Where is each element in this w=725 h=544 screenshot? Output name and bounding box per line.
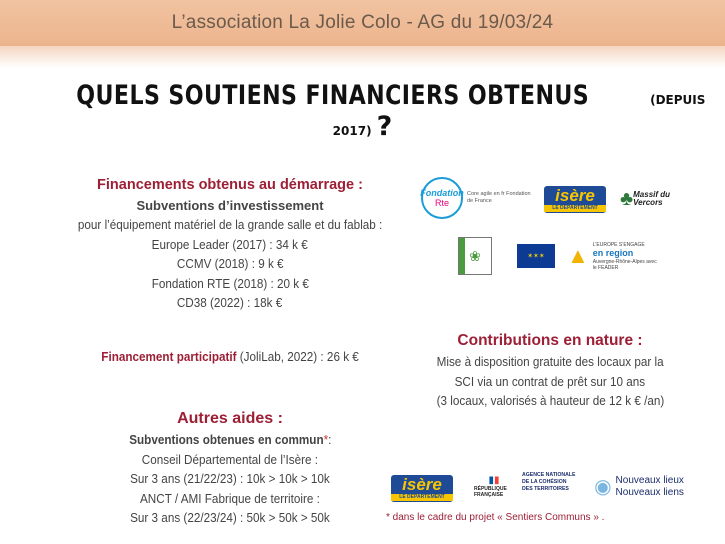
page-title-sub: (DEPUIS 2017) [332,93,706,138]
footnote: * dans le cadre du projet « Sentiers Communs » . [386,512,605,523]
massif-vercors-logo [620,184,682,214]
contributions-heading: Contributions en nature : [457,332,643,349]
fondation-logo-text: Core agile en fr Fondation de France [467,191,531,204]
autres-block [60,408,400,528]
region-logo [567,238,657,274]
fondation-rte-logo [418,177,540,219]
region-logo-sub: Auvergne-Rhône-Alpes avec le FEADER [592,258,657,271]
participatif-block [40,347,420,367]
leader-logo [458,237,492,275]
autres-star: * [323,432,328,447]
header-title: L’association La Jolie Colo - AG du 19/03/24 [171,12,554,33]
nouveaux-logo-l1: Nouveaux lieux [615,475,684,486]
fondation-logo-line1: Fondation [420,188,464,198]
financement-item: Fondation RTE (2018) : 20 k € [151,275,309,291]
location-pin-icon: ◉ [594,476,612,498]
isere-logo-name: isère [555,186,595,205]
marianne-icon: ▮▮ [488,475,500,486]
leaf-icon: ❀ [469,247,481,264]
anct-logo-text: AGENCE NATIONALE DE LA COHÉSION DES TERRITOIRES [522,472,576,492]
page-title-qmark: ? [376,111,393,142]
participatif-label: Financement participatif [101,349,237,364]
contributions-line: Mise à disposition gratuite des locaux par la [436,354,664,369]
isere-logo-name: isère [402,475,442,494]
participatif-detail: (JoliLab, 2022) : 26 k € [236,349,359,364]
autres-line: Conseil Départemental de l’Isère : [141,451,319,467]
eu-stars-icon: ✶✶✶ [517,244,555,268]
autres-colon: : [327,432,332,447]
isere-logo-bottom [391,475,453,502]
region-logo-name: en region [592,247,634,258]
anct-logo [522,472,577,502]
eu-flag-logo [516,241,556,271]
financements-block [20,176,440,313]
gouv-logo-l1: RÉPUBLIQUE [474,486,507,492]
triangle-icon: ▲ [567,243,589,268]
header-shadow [0,46,725,68]
nouveaux-lieux-logo [584,474,694,500]
isere-logo-dept: LE DÉPARTEMENT [544,205,606,212]
autres-heading: Autres aides : [177,410,283,427]
page-title [0,80,725,142]
financement-item: CCMV (2018) : 9 k € [176,256,284,271]
republique-francaise-logo [474,468,514,506]
nouveaux-logo-l2: Nouveaux liens [615,487,684,498]
massif-logo-name: Massif du Vercors [633,190,671,207]
header-bar [0,0,725,46]
gouv-logo-l2: FRANÇAISE [474,492,504,498]
autres-subheading: Subventions obtenues en commun [128,432,324,447]
contributions-block [400,330,700,411]
contributions-line: (3 locaux, valorisés à hauteur de 12 k € /an) [436,393,664,408]
financements-purpose: pour l’équipement matériel de la grande salle et du fablab : [77,217,383,232]
financements-heading: Financements obtenus au démarrage : [97,177,363,193]
financement-item: Europe Leader (2017) : 34 k € [151,236,309,252]
contributions-line: SCI via un contrat de prêt sur 10 ans [454,373,646,389]
autres-line: ANCT / AMI Fabrique de territoire : [140,490,320,506]
fondation-logo-line2: Rte [434,198,449,208]
isere-logo [544,186,606,213]
tree-icon: ♣ [620,188,634,210]
financement-item: CD38 (2022) : 18k € [177,295,283,310]
isere-logo-dept: LE DÉPARTEMENT [391,494,453,501]
region-logo-top: L’EUROPE S’ENGAGE [592,241,645,248]
autres-line: Sur 3 ans (22/23/24) : 50k > 50k > 50k [130,510,330,525]
autres-line: Sur 3 ans (21/22/23) : 10k > 10k > 10k [130,471,330,486]
financements-subheading: Subventions d’investissement [136,197,324,213]
page-title-main: QUELS SOUTIENS FINANCIERS OBTENUS [75,80,589,111]
